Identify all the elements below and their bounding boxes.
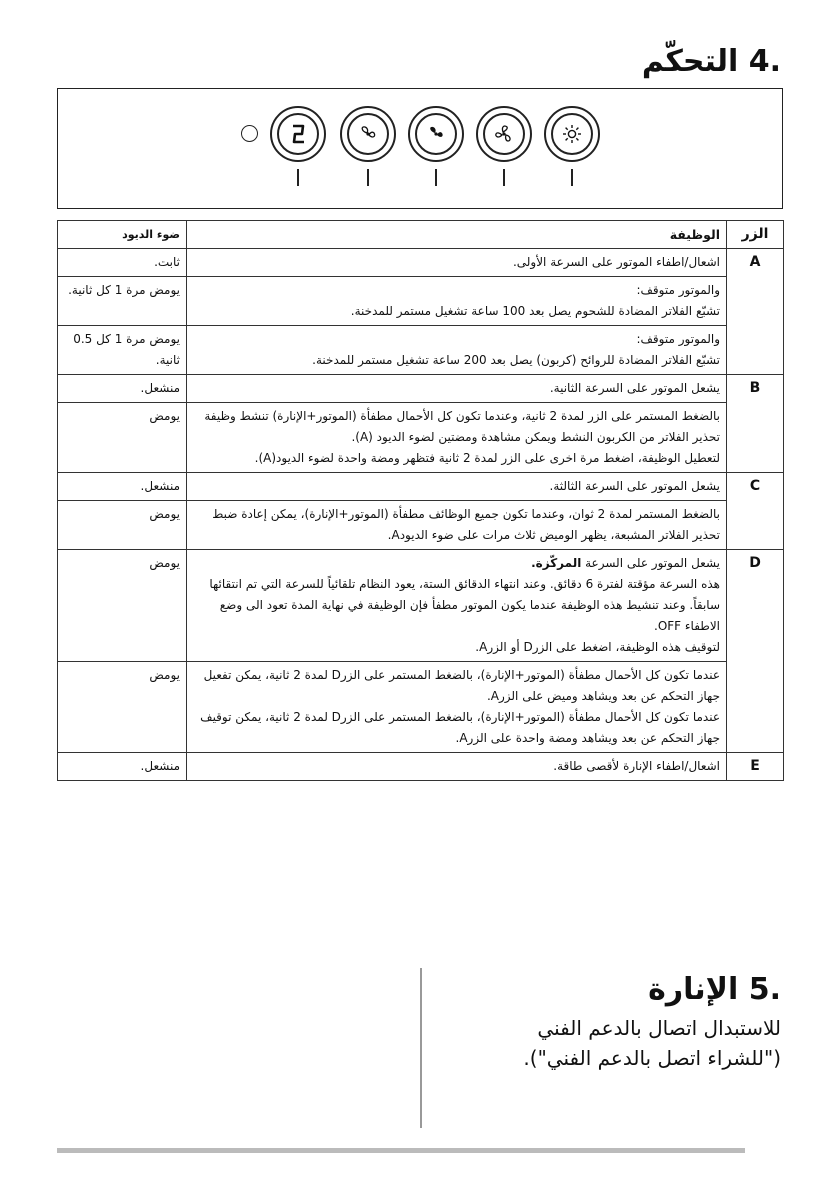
function-detail: هذه السرعة مؤقتة لفترة 6 دقائق. وعند انتهاء الدقائق الستة، يعود النظام تلقائياً للسرعة التي تم انتقائها سابقاً. وعند تنشيط هذه الوظيفة عندما يكون الموتور مطفأ فإن الوظيفة في نهاية المدة تعود الى وضع الاطفاء OFF. لتوقيف هذه الوظيفة، اضغط على الزرD أو الزرA. bbox=[209, 577, 720, 654]
button-d-speed3[interactable] bbox=[476, 106, 532, 162]
section-title: .5 الإنارة bbox=[648, 972, 781, 1007]
button-b-marker bbox=[367, 169, 369, 186]
table-row bbox=[58, 550, 784, 662]
fan-speed-2-icon bbox=[424, 122, 448, 146]
function-cell: والموتور متوقف: تشبّع الفلاتر المضادة للروائح (كربون) يصل بعد 200 ساعة تشغيل مستمر للمدخنة. bbox=[187, 326, 727, 375]
key-cell: B bbox=[727, 375, 784, 473]
function-cell bbox=[187, 550, 727, 662]
button-e-marker bbox=[571, 169, 573, 186]
table-row bbox=[58, 375, 784, 403]
button-a-marker bbox=[297, 169, 299, 186]
fan-speed-3-icon bbox=[492, 122, 516, 146]
table-row bbox=[58, 501, 784, 550]
led-cell: يومض مرة 1 كل ثانية. bbox=[58, 277, 187, 326]
led-cell: يومض bbox=[58, 662, 187, 753]
led-cell: يومض bbox=[58, 501, 187, 550]
function-cell: عندما تكون كل الأحمال مطفأة (الموتور+الإنارة)، بالضغط المستمر على الزرD لمدة 2 ثانية، يمكن تفعيل جهاز التحكم عن بعد ويشاهد وميض على الزرA. عندما تكون كل الأحمال مطفأة (الموتور+الإنارة)، بالضغط المستمر على الزرD لمدة 2 ثانية، يمكن توقيف جهاز التحكم عن بعد ويشاهد ومضة واحدة على الزرA. bbox=[187, 662, 727, 753]
led-cell: يومض مرة 1 كل 0.5 ثانية. bbox=[58, 326, 187, 375]
function-cell: يشعل الموتور على السرعة الثالثة. bbox=[187, 473, 727, 501]
table-header-row bbox=[58, 221, 784, 249]
header-key: الزر bbox=[727, 221, 784, 249]
fan-speed-1-icon bbox=[356, 122, 380, 146]
header-function: الوظيفة bbox=[187, 221, 727, 249]
key-cell: A bbox=[727, 249, 784, 375]
button-b-speed1[interactable] bbox=[340, 106, 396, 162]
table-row bbox=[58, 473, 784, 501]
key-cell: E bbox=[727, 753, 784, 781]
button-c-speed2[interactable] bbox=[408, 106, 464, 162]
section-title: .4 التحكّم bbox=[641, 44, 781, 79]
function-cell: والموتور متوقف: تشبّع الفلاتر المضادة للشحوم يصل بعد 100 ساعة تشغيل مستمر للمدخنة. bbox=[187, 277, 727, 326]
led-cell: يومض bbox=[58, 550, 187, 662]
function-cell: اشعال/اطفاء الإنارة لأقصى طاقة. bbox=[187, 753, 727, 781]
table-row bbox=[58, 403, 784, 473]
led-cell: منشعل. bbox=[58, 753, 187, 781]
function-cell: اشعال/اطفاء الموتور على السرعة الأولى. bbox=[187, 249, 727, 277]
function-strong: المركّزة. bbox=[531, 556, 582, 570]
column-divider bbox=[420, 968, 422, 1128]
button-e-light[interactable] bbox=[544, 106, 600, 162]
controls-table bbox=[57, 220, 784, 781]
key-cell: D bbox=[727, 550, 784, 753]
button-c-marker bbox=[435, 169, 437, 186]
control-panel bbox=[57, 88, 783, 209]
key-cell: C bbox=[727, 473, 784, 550]
lighting-note-line1: للاستبدال اتصال بالدعم الفني bbox=[537, 1016, 781, 1040]
led-cell: يومض bbox=[58, 403, 187, 473]
function-cell: يشعل الموتور على السرعة الثانية. bbox=[187, 375, 727, 403]
led-cell: منشعل. bbox=[58, 473, 187, 501]
light-icon bbox=[560, 122, 584, 146]
function-cell: بالضغط المستمر لمدة 2 ثوان، وعندما تكون جميع الوظائف مطفأة (الموتور+الإنارة)، يمكن إعادة ضبط تحذير الفلاتر المشبعة، يظهر الوميض ثلاث مرات على ضوء الديودA. bbox=[187, 501, 727, 550]
boost-icon bbox=[286, 122, 310, 146]
table-row bbox=[58, 326, 784, 375]
led-cell: ثابت. bbox=[58, 249, 187, 277]
table-row bbox=[58, 277, 784, 326]
led-cell: منشعل. bbox=[58, 375, 187, 403]
function-cell: بالضغط المستمر على الزر لمدة 2 ثانية، وعندما تكون كل الأحمال مطفأة (الموتور+الإنارة) تنشط وظيفة تحذير الفلاتر من الكربون النشط ويمكن مشاهدة ومضتين لضوء الديود (A). لتعطيل الوظيفة، اضغط مرة اخرى على الزر لمدة 2 ثانية فتظهر ومضة واحدة لضوء الديود(A). bbox=[187, 403, 727, 473]
button-a-boost[interactable] bbox=[270, 106, 326, 162]
table-row bbox=[58, 249, 784, 277]
led-indicator bbox=[241, 125, 258, 142]
table-row bbox=[58, 753, 784, 781]
lighting-note-line2: ("للشراء اتصل بالدعم الفني"). bbox=[523, 1046, 781, 1070]
footer-rule bbox=[57, 1148, 745, 1153]
button-d-marker bbox=[503, 169, 505, 186]
function-lead: يشعل الموتور على السرعة bbox=[581, 556, 720, 570]
header-led: ضوء الديود bbox=[58, 221, 187, 249]
table-row bbox=[58, 662, 784, 753]
